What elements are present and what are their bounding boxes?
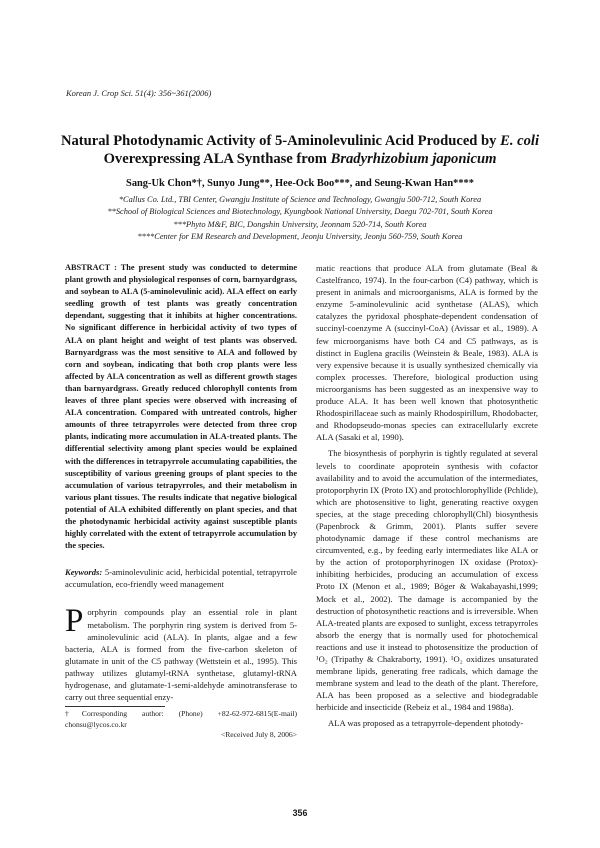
abstract-label: ABSTRACT :	[65, 263, 117, 272]
article-title	[40, 132, 560, 168]
author-list: Sang-Uk Chon*†, Sunyo Jung**, Hee-Ock Boo***, and Seung-Kwan Han****	[126, 178, 474, 189]
corresponding-author: †Corresponding author: (Phone) +82-62-972-6815(E-mail) chonsu@lycos.co.kr	[65, 709, 297, 729]
running-head: Korean J. Crop Sci. 51(4): 356~361(2006)	[66, 88, 212, 98]
affiliation-3: ***Phyto M&F, BIC, Dongshin University, Jeonnam 520-714, South Korea	[173, 219, 427, 229]
intro-text: orphyrin compounds play an essential role in plant metabolism. The porphyrin ring system is derived from 5-aminolevulinic acid (ALA). In plants, algae and a few bacteria, ALA is formed from the five-carbon skeleton of glutamate in unit of the C5 pathway (Wettstein et al., 1995). This pathway utilizes glutamyl-tRNA synthetase, glutamyl-tRNA hydrogenase, and glutamate-1-semi-aldehyde aminotransferase to carry out three sequential enzy-	[65, 607, 297, 703]
title-line1: Natural Photodynamic Activity of 5-Aminolevulinic Acid Produced by	[60, 133, 501, 149]
affiliation-4: ****Center for EM Research and Development, Jeonju University, Jeonju 560-759, South Korea	[137, 232, 463, 242]
right-column	[316, 262, 538, 730]
drop-cap: P	[65, 603, 84, 640]
abstract-text: The present study was conducted to determine plant growth and physiological responses of corn, barnyardgrass, and soybean to ALA (5-aminolevulinic acid). ALA effect on early seedling growth of test plants was greatly concentration dependant, suggesting that it inhibits at higher concentrations. No significant difference in herbicidal activity of two types of ALA on plant height and weight of test plants was observed. Barnyardgrass was the most sensitive to ALA and followed by corn and soybean, indicating that both crop plants were less affected by ALA concentration as well as different growth stages than barnyardgrass. Greatly reduced chlorophyll contents from leaves of three plant species were observed with increasing of ALA concentration. Compared with untreated controls, higher amounts of three tetrapyrroles were detected from three crop plants, indicating more accumulation in ALA-treated plants. The differential selectivity among plant species would be explained with the differences in tetrapyrrole accumulating capabilities, the susceptibility of various greening groups of plant species to the accumulation of various tetrapyrroles, and their metabolism in various plant tissues. The results indicate that negative biological potential of ALA exhibited differently on plant species, and that the photodynamic herbicidal activity against susceptible plants highly correlated with the extent of tetrapyrrole accumulation by the species.	[65, 263, 298, 551]
body-paragraph-1: matic reactions that produce ALA from glutamate (Beal & Castelfranco, 1974). In the four-carbon (C4) pathway, which is present in animals and microorganisms, ALA is formed by the enzyme 5-aminolevulinic acid synthetase (ALAS), which catalyzes the pyridoxal phosphate-dependent condensation of succinyl-coenzyme A (succinyl-CoA) (Avissar et al., 1989). A few microorganisms have both C4 and C5 pathways, as is distinct in Euglena gracilis (Weinstein & Beale, 1983). ALA is very expensive because it is usually synthesized chemically via complex processes. Therefore, biological production using microorganisms has been suggested as an inexpensive way to produce ALA. It has been well known that photosynthetic Rhodospirillaceae such as mainly Rhodospirillum, Rhodobacter, and Rhodopseudo-monas species can extracellularly excrete ALA (Sasaki et al, 1990).	[316, 263, 538, 443]
keywords-text: 5-aminolevulinic acid, herbicidal potential, tetrapyrrole accumulation, eco-friendly weed management	[65, 567, 297, 590]
footnote-rule	[65, 706, 165, 707]
affiliation-2: **School of Biological Sciences and Biotechnology, Kyungbook National University, Daegu 702-701, South Korea	[107, 207, 493, 217]
keywords	[65, 566, 297, 590]
body-paragraph-3: ALA was proposed as a tetrapyrrole-dependent photody-	[328, 718, 524, 729]
keywords-label: Keywords:	[65, 567, 103, 578]
title-line2-italic: Bradyrhizobium japonicum	[330, 151, 497, 167]
introduction-paragraph	[65, 603, 297, 703]
title-line2: Overexpressing ALA Synthase from	[103, 151, 331, 167]
abstract	[65, 262, 297, 552]
body-paragraph-2: The biosynthesis of porphyrin is tightly regulated at several levels to coordinate apoprotein synthesis with cofactor availability and to avoid the accumulation of the intermediates, protoporphyrin IX (Proto IX) and protochlorophyllide (Pchlide), which are photosensitive to light, generating reactive oxygen species, at the stage preceding chlorophyll(Chl) biosynthesis (Papenbrock & Grimm, 2001). Plants suffer severe photodynamic damage if these control mechanisms are circumvented, e.g., by feeding early intermediates like ALA or by the action of protoporphyrinogen IX oxidase (Protox)-inhibiting herbicides, producing an accumulation of excess Proto IX (Menon et al., 1989; Böger & Wakabayashi,1999; Mock et al., 2002). The damage is accompanied by the destruction of photosynthetic reactions and is irreversible. When ALA-treated plants are exposed to sunlight, excess tetrapyrroles absorb the energy that is normally used for photochemical reactions and use it instead to photosensitize the production of ¹O₂ (Tripathy & Chakraborty, 1991). ¹O₂ oxidizes unsaturated membrane lipids, generating free radicals, which damage the membrane system and lead to the death of the plant. Therefore, ALA has been proposed as a selective and biodegradable herbicide and insecticide (Rebeiz et al., 1984 and 1988a).	[316, 448, 538, 713]
title-line1-italic: E. coli	[500, 133, 540, 149]
footnote	[65, 709, 297, 741]
title-block	[40, 132, 560, 244]
left-column	[65, 262, 297, 741]
received-date: <Received July 8, 2006>	[220, 730, 297, 740]
affiliation-1: *Callus Co. Ltd., TBI Center, Gwangju Institute of Science and Technology, Gwangju 500-712, South Korea	[118, 195, 482, 204]
page-number: 356	[292, 808, 308, 818]
affiliations	[40, 194, 560, 244]
